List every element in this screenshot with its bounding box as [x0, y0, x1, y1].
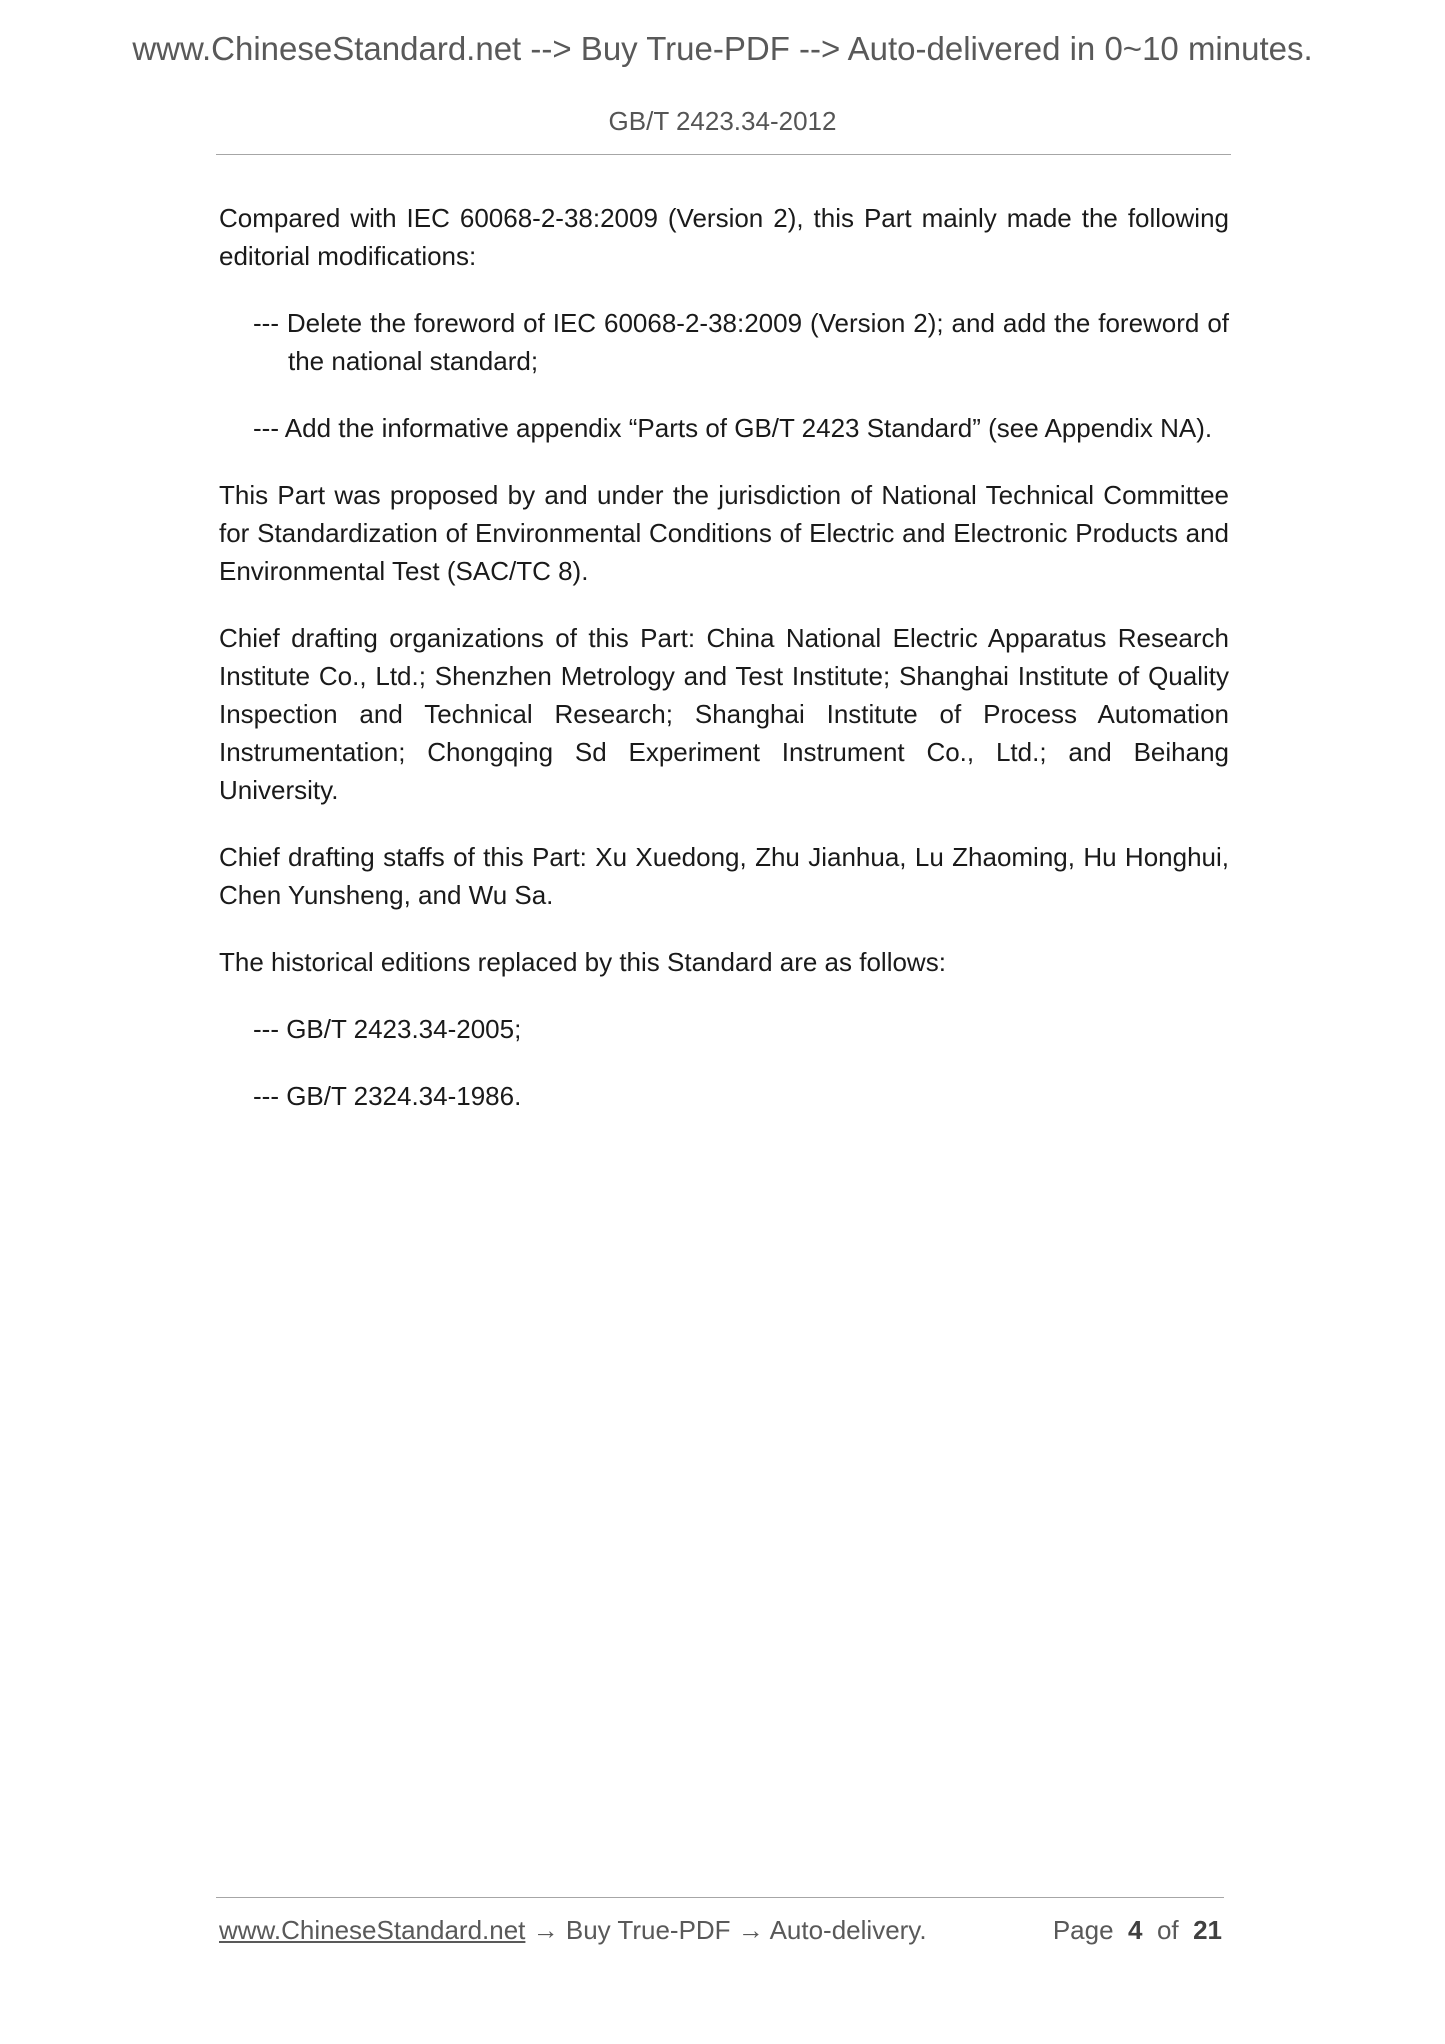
page-number: [1053, 1915, 1222, 1946]
drafting-organizations-paragraph: Chief drafting organizations of this Part: China National Electric Apparatus Research Institute Co., Ltd.; Shenzhen Metrology and Test Institute; Shanghai Institute of Quality Inspection and Technical Research; Shanghai Institute of Process Automation Instrumentation; Chongqing Sd Experiment Instrument Co., Ltd.; and Beihang University.: [219, 623, 1229, 805]
history-intro-paragraph: The historical editions replaced by this Standard are as follows:: [219, 947, 946, 977]
intro-paragraph: Compared with IEC 60068-2-38:2009 (Version 2), this Part mainly made the following editorial modifications:: [219, 203, 1229, 271]
footer-tagline: → Buy True-PDF → Auto-delivery.: [525, 1915, 927, 1945]
history-item: --- GB/T 2423.34-2005;: [253, 1014, 522, 1044]
header-divider: [216, 154, 1231, 155]
page-current: 4: [1128, 1915, 1143, 1945]
page-total: 21: [1193, 1915, 1222, 1945]
page-footer: [219, 1915, 1222, 1946]
standard-code-header: GB/T 2423.34-2012: [608, 106, 837, 136]
modification-item: --- Delete the foreword of IEC 60068-2-38:2009 (Version 2); and add the foreword of the national standard;: [253, 308, 1229, 376]
modification-item: --- Add the informative appendix “Parts of GB/T 2423 Standard” (see Appendix NA).: [253, 413, 1213, 443]
history-item: --- GB/T 2324.34-1986.: [253, 1081, 522, 1111]
page-label: Page: [1052, 1915, 1114, 1945]
document-body: [219, 199, 1229, 1144]
top-banner: www.ChineseStandard.net --> Buy True-PDF --> Auto-delivered in 0~10 minutes.: [132, 30, 1313, 67]
drafting-staffs-paragraph: Chief drafting staffs of this Part: Xu Xuedong, Zhu Jianhua, Lu Zhaoming, Hu Honghui, Chen Yunsheng, and Wu Sa.: [219, 842, 1229, 910]
page-of-label: of: [1156, 1915, 1179, 1945]
footer-divider: [216, 1897, 1224, 1898]
proposed-by-paragraph: This Part was proposed by and under the jurisdiction of National Technical Committee for Standardization of Environmental Conditions of Electric and Electronic Products and Environmental Test (SAC/TC 8).: [219, 480, 1229, 586]
footer-website-link[interactable]: www.ChineseStandard.net: [219, 1915, 526, 1945]
